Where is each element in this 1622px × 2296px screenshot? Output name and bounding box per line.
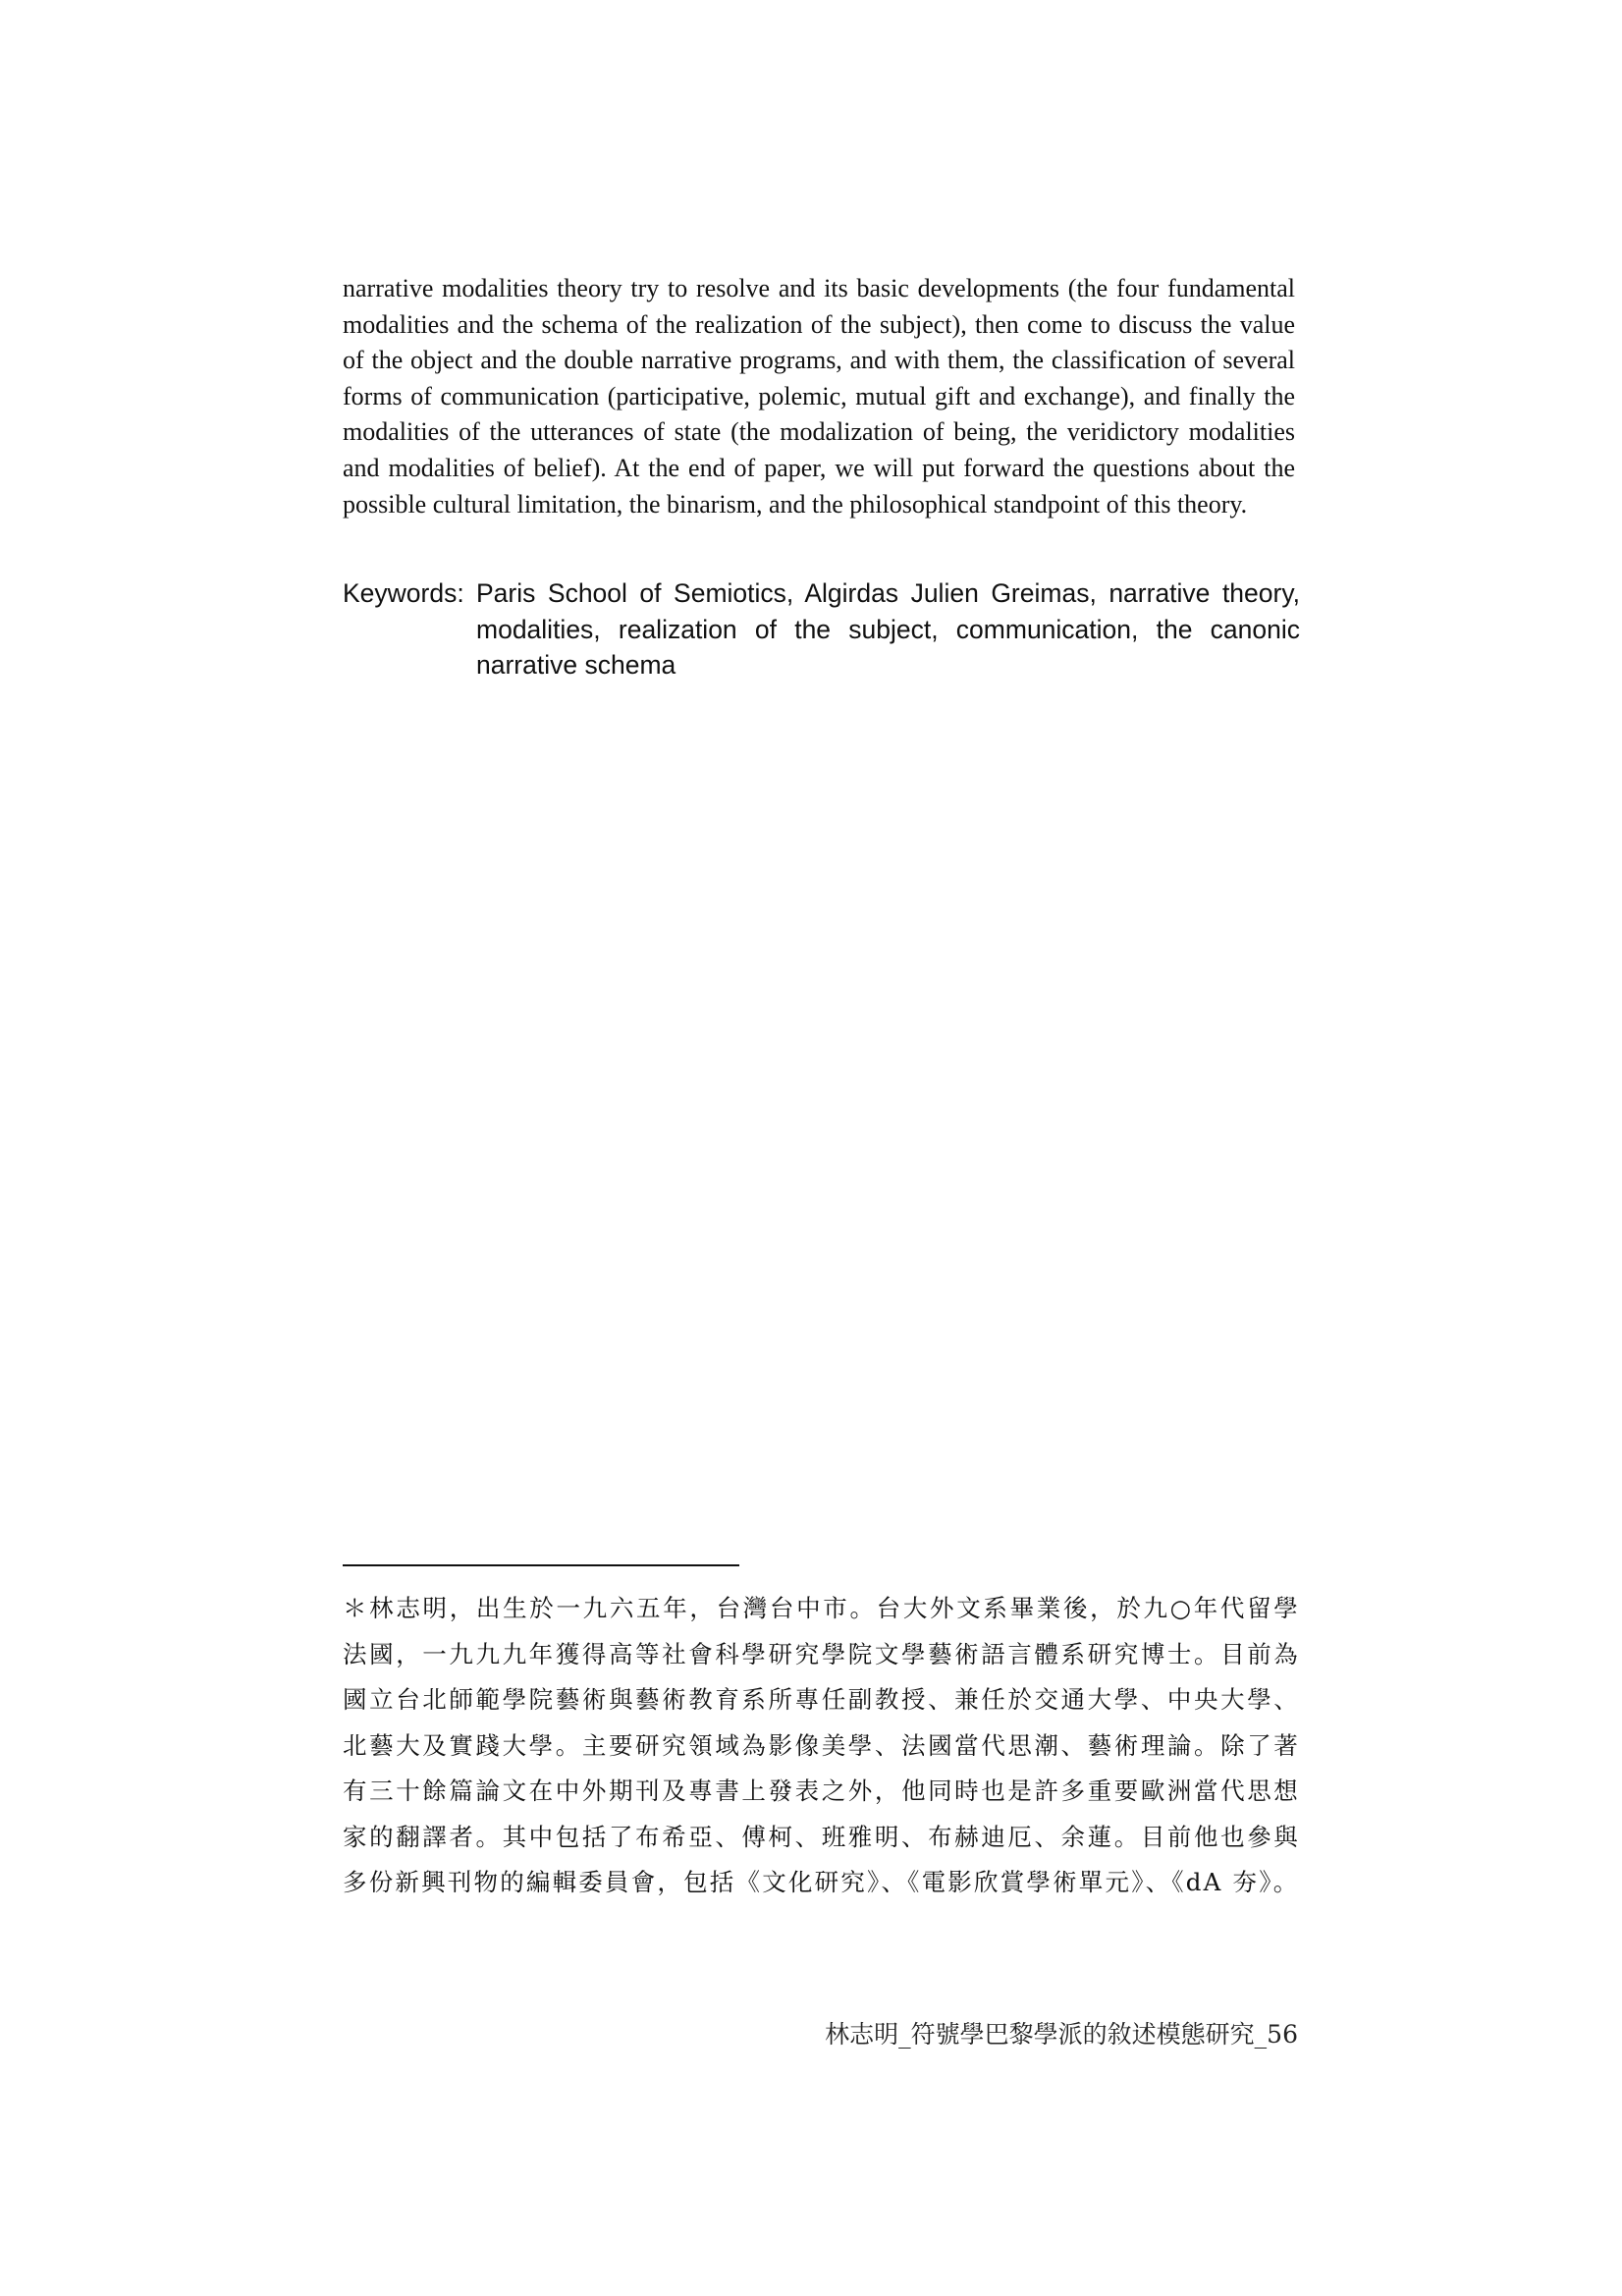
page-footer: 林志明_符號學巴黎學派的敘述模態研究_56 (825, 2020, 1298, 2049)
author-footnote: ＊林志明，出生於一九六五年，台灣台中市。台大外文系畢業後，於九○年代留學法國，一九九九年獲得高等社會科學研究學院文學藝術語言體系研究博士。目前為國立台北師範學院藝術與藝術教育系所專任副教授、兼任於交通大學、中央大學、北藝大及實踐大學。主要研究領域為影像美學、法國當代思潮、藝術理論。除了著有三十餘篇論文在中外期刊及專書上發表之外，他同時也是許多重要歐洲當代思想家的翻譯者。其中包括了布希亞、傅柯、班雅明、布赫迪厄、余蓮。目前他也參與多份新興刊物的編輯委員會，包括《文化研究》、《電影欣賞學術單元》、《dA 夯》。 (343, 1594, 1300, 1896)
footnote-separator (343, 1564, 739, 1566)
keywords-block (343, 575, 1300, 683)
keywords-list: Paris School of Semiotics, Algirdas Julien Greimas, narrative theory, modalities, realization of the subject, communication, the canonic narrative schema (476, 578, 1300, 680)
keywords-label: Keywords: (343, 578, 464, 608)
abstract-paragraph: narrative modalities theory try to resolve and its basic developments (the four fundamental modalities and the schema of the realization of the subject), then come to discuss the value of the object and the double narrative programs, and with them, the classification of several forms of communication (participative, polemic, mutual gift and exchange), and finally the modalities of the utterances of state (the modalization of being, the veridictory modalities and modalities of belief). At the end of paper, we will put forward the questions about the possible cultural limitation, the binarism, and the philosophical standpoint of this theory. (343, 274, 1295, 519)
